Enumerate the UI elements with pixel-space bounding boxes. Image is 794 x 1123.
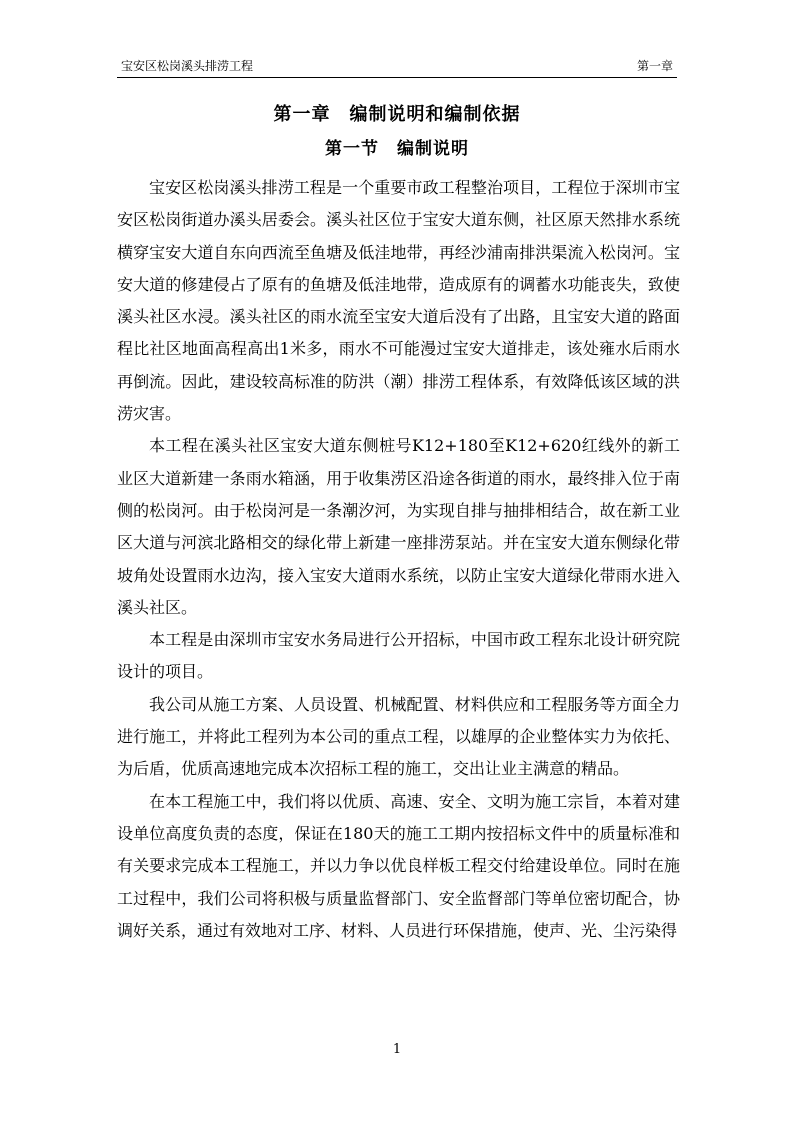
- paragraph-1: 宝安区松岗溪头排涝工程是一个重要市政工程整治项目，工程位于深圳市宝安区松岗街道办溪头居委会。溪头社区位于宝安大道东侧，社区原天然排水系统横穿宝安大道自东向西流至鱼塘及低洼地带，再经沙浦南排洪渠流入松岗河。宝安大道的修建侵占了原有的鱼塘及低洼地带，造成原有的调蓄水功能丧失，致使溪头社区水浸。溪头社区的雨水流至宝安大道后没有了出路，且宝安大道的路面程比社区地面高程高出1米多，雨水不可能漫过宝安大道排走，该处雍水后雨水再倒流。因此，建设较高标准的防洪（潮）排涝工程体系，有效降低该区域的洪涝灾害。: [117, 178, 680, 424]
- body-text: [117, 172, 680, 947]
- paragraph-4: 我公司从施工方案、人员设置、机械配置、材料供应和工程服务等方面全力进行施工，并将此工程列为本公司的重点工程，以雄厚的企业整体实力为依托、为后盾，优质高速地完成本次招标工程的施工，交出让业主满意的精品。: [117, 694, 680, 779]
- page-number: 1: [392, 1042, 402, 1057]
- header-chapter: 第一章: [636, 59, 673, 73]
- section-title: 第一节 编制说明: [325, 139, 469, 159]
- page-header: [117, 56, 677, 76]
- paragraph-3: 本工程是由深圳市宝安水务局进行公开招标，中国市政工程东北设计研究院设计的项目。: [117, 630, 680, 682]
- paragraph-5: 在本工程施工中，我们将以优质、高速、安全、文明为施工宗旨，本着对建设单位高度负责的态度，保证在180天的施工工期内按招标文件中的质量标准和有关要求完成本工程施工，并以力争以优良样板工程交付给建设单位。同时在施工过程中，我们公司将积极与质量监督部门、安全监督部门等单位密切配合，协调好关系，通过有效地对工序、材料、人员进行环保措施，使声、光、尘污染得: [117, 791, 680, 940]
- header-rule: [117, 77, 677, 78]
- header-project-name: 宝安区松岗溪头排涝工程: [121, 59, 254, 73]
- paragraph-2: 本工程在溪头社区宝安大道东侧桩号K12+180至K12+620红线外的新工业区大道新建一条雨水箱涵，用于收集涝区沿途各街道的雨水，最终排入位于南侧的松岗河。由于松岗河是一条潮汐河，为实现自排与抽排相结合，故在新工业区大道与河滨北路相交的绿化带上新建一座排涝泵站。并在宝安大道东侧绿化带坡角处设置雨水边沟，接入宝安大道雨水系统，以防止宝安大道绿化带雨水进入溪头社区。: [117, 436, 680, 617]
- chapter-title: 第一章 编制说明和编制依据: [273, 104, 521, 125]
